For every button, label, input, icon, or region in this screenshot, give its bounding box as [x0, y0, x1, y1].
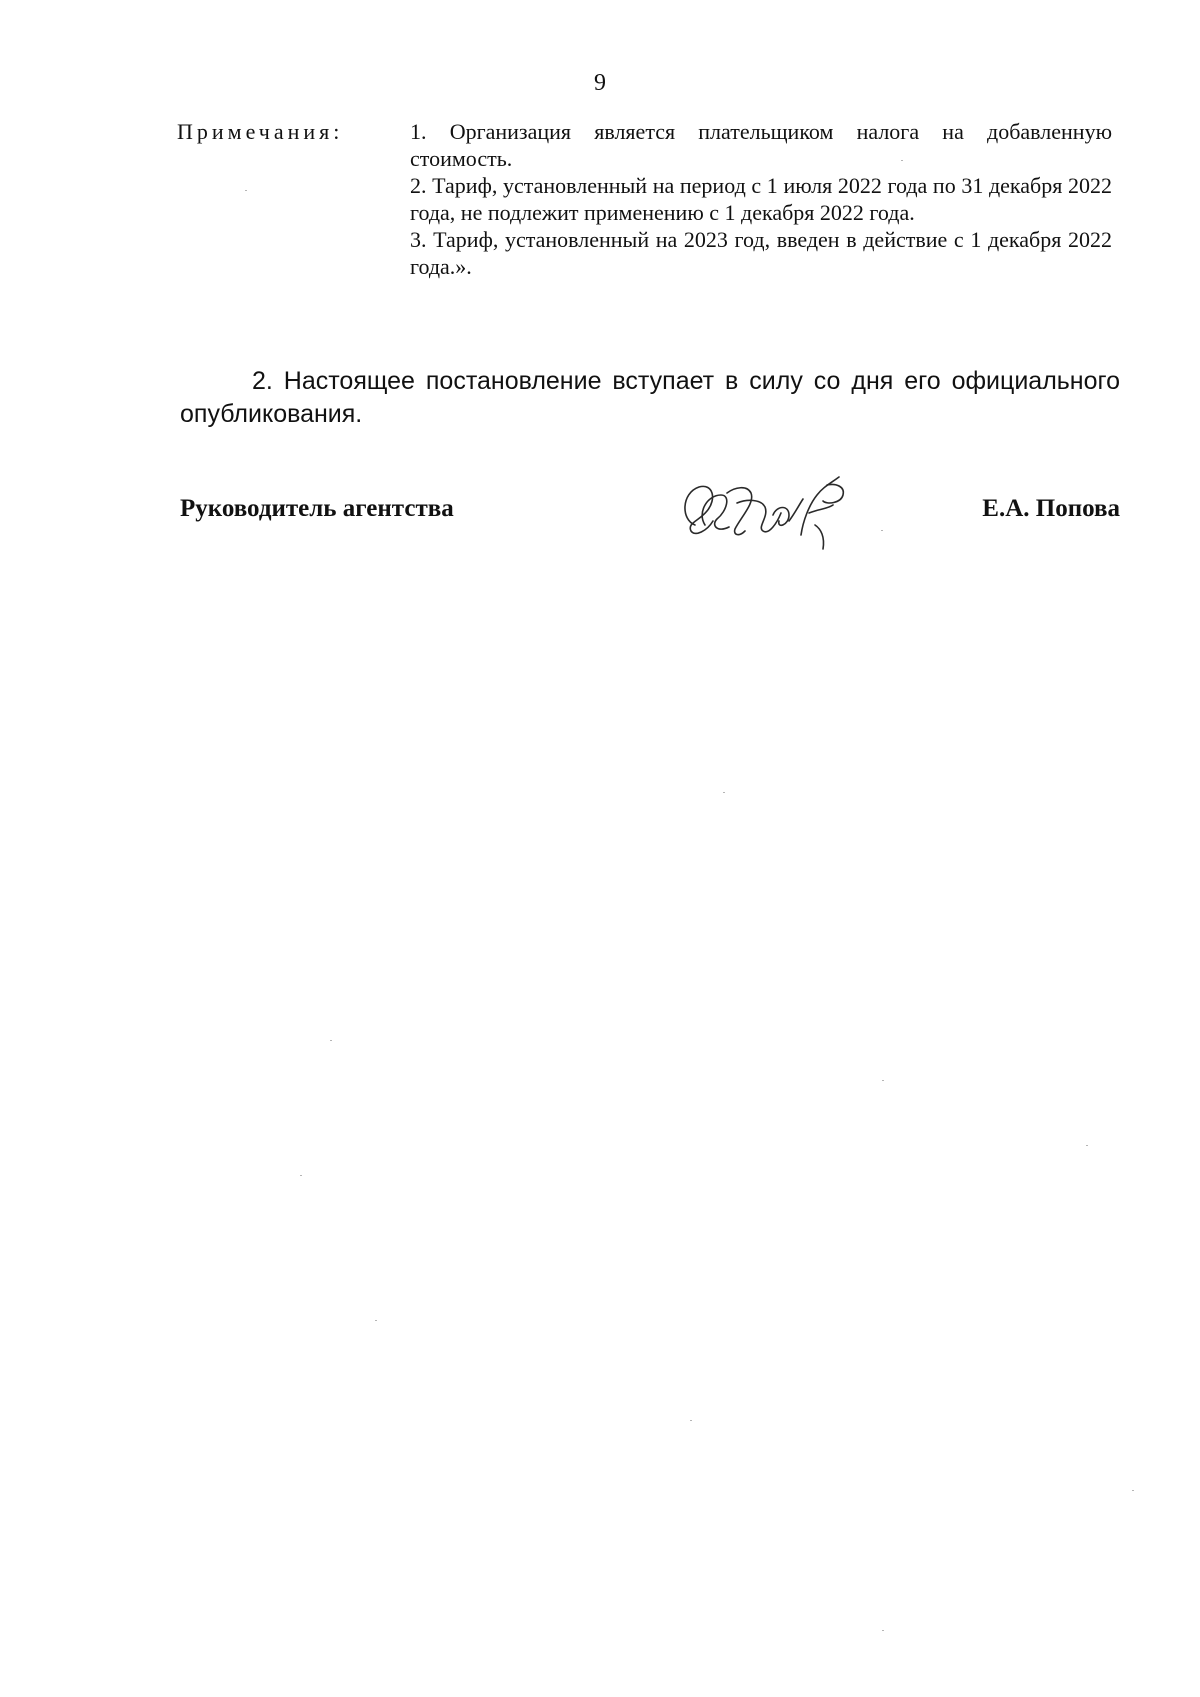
paragraph-effective-date: 2. Настоящее постановление вступает в силу со дня его официального опубликования. [180, 367, 1120, 428]
note-item-1: 1. Организация является плательщиком налога на добавленную стоимость. [410, 119, 1112, 171]
scan-speck [375, 1320, 377, 1321]
scan-speck [1132, 1490, 1134, 1491]
scan-speck [882, 1080, 884, 1081]
handwritten-signature [677, 465, 852, 555]
scan-speck [882, 1630, 884, 1631]
scan-speck [690, 1420, 692, 1421]
scan-speck [1086, 1145, 1088, 1146]
scan-speck [245, 190, 247, 191]
scan-speck [723, 792, 725, 793]
signer-position: Руководитель агентства [180, 495, 454, 522]
signature-block [180, 480, 1120, 550]
note-item-3: 3. Тариф, установленный на 2023 год, введен в действие с 1 декабря 2022 года.». [410, 227, 1112, 279]
signer-name: Е.А. Попова [982, 495, 1120, 522]
scan-speck [881, 530, 883, 531]
scan-speck [300, 1175, 302, 1176]
notes-label: Примечания: [177, 119, 344, 144]
scan-speck [330, 1040, 332, 1041]
scan-speck [901, 160, 903, 161]
note-item-2: 2. Тариф, установленный на период с 1 июля 2022 года по 31 декабря 2022 года, не подлежит применению с 1 декабря 2022 года. [410, 173, 1112, 225]
notes-list [410, 118, 1112, 280]
notes-section [177, 118, 1112, 280]
page-number: 9 [594, 70, 606, 96]
